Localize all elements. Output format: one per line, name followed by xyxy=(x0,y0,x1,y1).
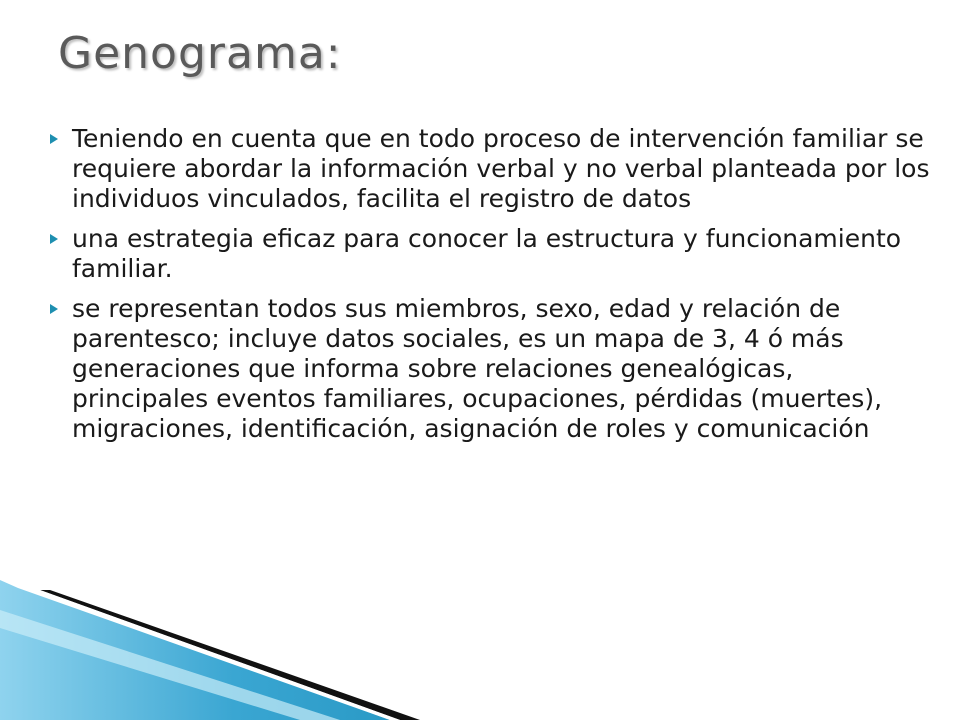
arrow-right-icon xyxy=(50,304,58,314)
arrow-right-icon xyxy=(50,234,58,244)
decorative-swoosh xyxy=(0,580,960,720)
bullet-text-2: una estrategia eficaz para conocer la estructura y funcionamiento familiar. xyxy=(72,224,902,283)
bullet-item-1 xyxy=(44,124,934,214)
bullet-item-2 xyxy=(44,224,934,284)
bullet-text-1: Teniendo en cuenta que en todo proceso de intervención familiar se requiere abordar la información verbal y no verbal planteada por los individuos vinculados, facilita el registro de datos xyxy=(72,124,930,213)
bullet-item-3 xyxy=(44,294,934,444)
slide-title: Genograma: xyxy=(58,28,342,79)
bullet-list xyxy=(44,124,934,454)
arrow-right-icon xyxy=(50,134,58,144)
swoosh-blue-band xyxy=(0,580,390,720)
bullet-text-3: se representan todos sus miembros, sexo, edad y relación de parentesco; incluye datos sociales, es un mapa de 3, 4 ó más generaciones que informa sobre relaciones genealógicas, principales eventos familiares, ocupaciones, pérdidas (muertes), migraciones, identificación, asignación de roles y comunicación xyxy=(72,294,883,443)
